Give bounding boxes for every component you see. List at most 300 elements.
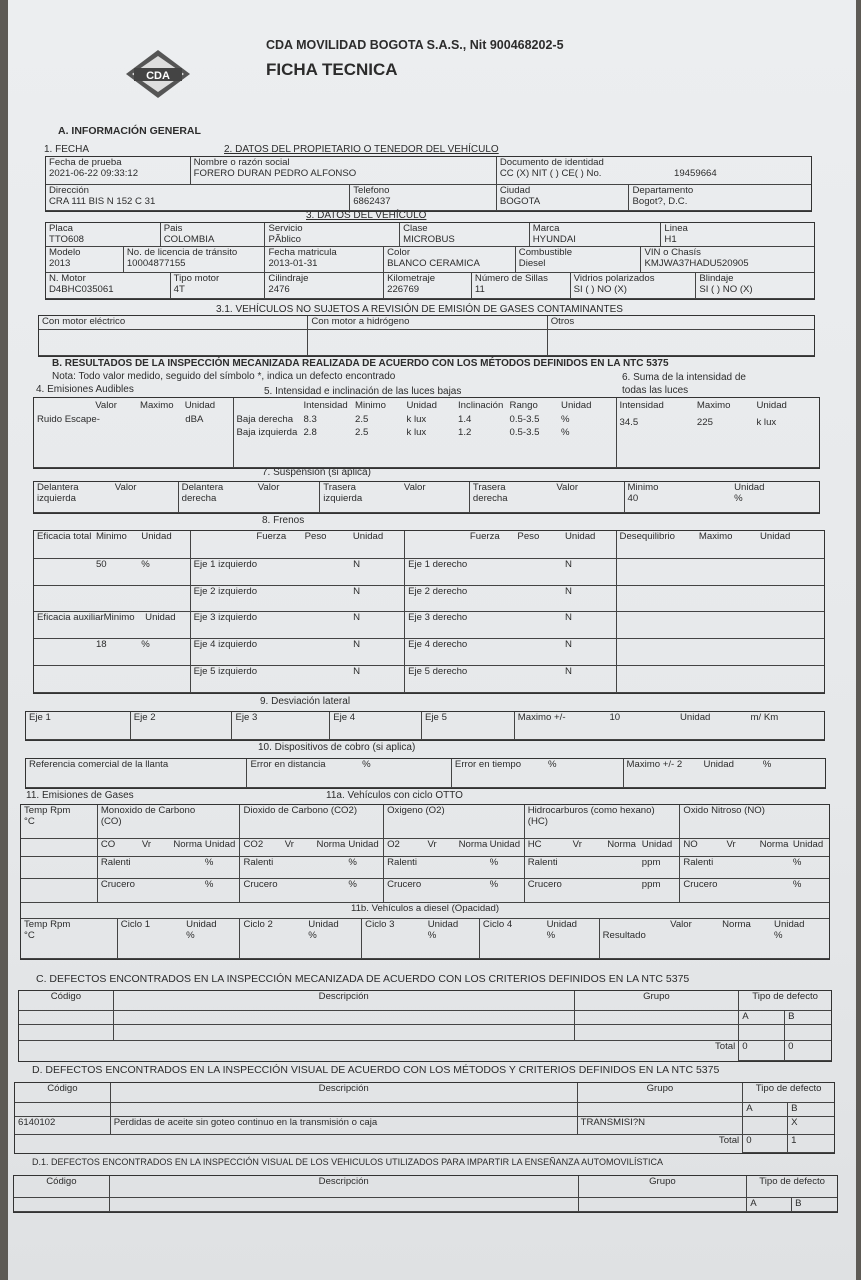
cell-text: 1 [791,1135,797,1146]
table-cell [680,857,829,879]
cell-text: Total [714,1041,736,1052]
cell-text: Temp Rpm °C [24,919,71,941]
table-cell [240,839,384,857]
cell-text: B [788,1011,795,1022]
cell-token: Maximo +/- [517,712,566,723]
cell-text: 0 [746,1135,752,1146]
cell-token [243,931,308,942]
cell-text: Pais COLOMBIA [163,223,215,245]
section-7-label: 7. Suspensión (si aplica) [262,467,371,478]
table-cell [21,903,829,919]
table-cell [240,857,384,879]
cell-token: izquierda [37,492,76,504]
cell-token: NO [683,839,698,850]
table-cell [26,712,131,740]
cell-text: Fecha matricula 2013-01-31 [268,247,337,269]
cell-token: m/ Km [750,712,779,723]
table-cell [480,919,600,959]
table-cell [191,531,405,559]
cell-line [683,880,826,891]
table-cell [578,1117,744,1135]
cell-token: Vr [427,839,437,850]
cell-token: Unidad [184,400,216,411]
table-row [34,398,819,468]
cell-token [285,880,317,891]
table-row [39,316,814,330]
cell-line [182,494,317,505]
table-cell [472,273,571,299]
table-cell [696,273,814,299]
table-cell [191,639,405,666]
table-cell [525,857,681,879]
cell-text: Monoxido de Carbono (CO) [100,805,196,827]
table-row [15,1135,834,1153]
cell-token [285,858,317,869]
table-cell [179,482,321,513]
cell-token [517,560,565,571]
cda-logo [124,48,192,100]
table-cell [452,759,624,788]
cell-token: N [564,612,572,623]
section-c-heading: C. DEFECTOS ENCONTRADOS EN LA INSPECCIÓN MECANIZADA DE ACUERDO CON LOS CRITERIOS DEFINIDOS EN LA NTC 5375 [36,973,690,985]
cell-token: Eje 2 izquierdo [193,586,258,597]
cell-token [517,613,565,624]
table-cell [617,531,824,559]
cell-text: Ciudad BOGOTA [499,185,541,207]
cell-token [305,560,353,571]
cell-token: Maximo [698,531,733,542]
table-cell [788,1103,834,1117]
cell-text: VIN o Chasís KMJWA37HADU520905 [644,247,749,269]
table-cell [579,1198,748,1212]
cell-token [37,560,96,571]
cell-text: Eje 5 [425,712,447,723]
table-cell [34,666,191,693]
cell-text: Modelo 2013 [49,247,81,269]
table-cell [661,223,814,247]
cell-token [305,613,353,624]
cell-line [620,532,821,543]
section-d-heading: D. DEFECTOS ENCONTRADOS EN LA INSPECCIÓN VISUAL DE ACUERDO CON LOS MÉTODOS Y CRITERIOS DEFINIDOS EN LA NTC 5375 [32,1064,720,1076]
cell-token: Valor [114,482,137,493]
cell-text: Placa TTO608 [49,223,85,245]
table-cell [19,1025,114,1041]
cell-token: Maximo [139,400,174,411]
cell-token: Ciclo 1 [120,919,151,930]
table-cell [400,223,530,247]
cell-token: Unidad [703,759,734,770]
cell-text: Oxigeno (O2) [387,805,445,816]
cell-token: Minimo [103,612,135,623]
cell-text: Eje 4 [333,712,356,723]
cell-line [518,713,821,724]
cell-text: Tipo motor 4T [173,273,220,295]
table-cell [131,712,233,740]
table-row [34,612,824,639]
cell-token: Unidad [308,919,339,930]
cell-text: Otros [550,316,575,327]
table-cell [785,1011,831,1025]
cell-token [607,880,642,891]
cell-text: Grupo [646,1083,674,1094]
table-row [21,919,829,959]
cell-token: Baja derecha [236,413,294,425]
cell-token: Peso [517,531,540,542]
table-cell [34,586,191,612]
table-cell [21,839,98,857]
cell-token [459,858,490,869]
table-row [21,857,829,879]
table-cell [405,639,616,666]
cell-token: Unidad [141,531,172,542]
table-cell [21,805,98,839]
cell-token: Norma [607,839,637,850]
table-cell [98,839,241,857]
cell-text: Descripción [318,1083,369,1094]
table-cell [19,1011,114,1025]
cell-token: Norma [759,839,789,850]
cell-token: 2.5 [354,413,369,425]
cell-token [141,415,185,426]
cell-token [37,401,95,412]
cell-token: % [546,929,556,941]
cell-line [408,560,612,571]
document-title: FICHA TECNICA [266,60,398,79]
table-cell [171,273,266,299]
brakes-table [33,530,825,694]
table-cell [34,482,179,513]
cell-token [365,931,428,942]
table-row [46,223,814,247]
gases-table [20,804,830,960]
table-cell [111,1117,578,1135]
cell-token: Unidad [679,712,711,723]
cell-token: 0.5-3.5 [509,427,540,438]
cell-token: N [353,586,361,597]
cell-token [483,931,547,942]
cell-text: Eje 3 [235,712,258,723]
suspension-table [33,481,820,514]
cell-token: Crucero [527,879,562,890]
cell-token: CC (X) NIT ( ) CE( ) No. [499,167,602,179]
cell-line [37,415,230,426]
table-cell [21,857,98,879]
table-row [15,1117,834,1135]
cell-line [628,483,817,494]
lateral-table [25,711,825,741]
table-cell [111,1103,578,1117]
cell-token [121,931,186,942]
table-cell [111,1083,578,1103]
table-cell [515,712,824,740]
table-cell [384,273,472,299]
cell-token [305,587,353,598]
cell-token: Vr [284,839,295,850]
table-cell [240,879,384,903]
cell-token: Resultado [602,929,646,941]
cell-text: Servicio PÃblico [268,223,303,245]
cell-line [37,494,175,505]
cell-token: Unidad [756,400,787,411]
cell-token: Minimo [354,400,386,411]
cell-token: Valor [403,482,426,493]
table-cell [788,1117,834,1135]
table-cell [617,639,824,666]
cell-token: Unidad [406,400,437,411]
cell-token: Valor [556,482,579,493]
cell-token: Ruido Escape [37,413,97,425]
cell-token: Vr [726,839,736,850]
cell-text: Marca HYUNDAI [532,223,576,245]
table-row [39,330,814,356]
cell-line [37,613,187,624]
cell-token: Eje 4 izquierdo [193,639,258,650]
cell-token: % [561,413,570,425]
cell-text: Dioxido de Carbono (CO2) [243,805,358,816]
cell-token: Eje 1 izquierdo [193,559,258,570]
table-cell [617,586,824,612]
table-cell [575,1011,740,1025]
cell-line [101,840,237,851]
cell-token: Crucero [387,879,422,890]
table-cell [161,223,266,247]
cell-text: A [746,1103,753,1114]
table-cell [308,330,547,356]
cell-token [257,560,305,571]
taximeter-table [25,758,826,789]
cell-line [243,931,358,942]
cell-token [760,858,793,869]
table-cell [320,482,470,513]
cell-token [257,667,305,678]
cell-line [194,613,401,624]
cell-token [37,640,96,651]
cell-token: % [204,857,214,868]
section-10-label: 10. Dispositivos de cobro (si aplica) [258,742,416,753]
table-row [15,1083,834,1103]
cell-token: Eje 5 izquierdo [193,666,258,677]
table-cell [525,839,681,857]
cell-token: % [774,929,783,941]
cell-text: No. de licencia de tránsito 10004877155 [126,247,238,269]
cell-token: 1.4 [458,413,472,425]
cell-token: HC [527,839,542,850]
table-cell [34,398,234,468]
table-cell [743,1103,788,1117]
table-cell [405,586,616,612]
table-row [34,559,824,586]
cell-token: Unidad [489,839,521,850]
table-cell [34,612,191,639]
cell-line [473,483,621,494]
cell-line [323,494,466,505]
cell-token: 19459664 [674,167,717,179]
table-cell [624,759,826,788]
cell-token: Valor [670,919,692,930]
cell-token: Delantera [181,482,224,493]
table-cell [110,1176,579,1198]
cell-token: Minimo [627,482,659,493]
cell-token: % [141,639,150,650]
table-cell [384,805,525,839]
cell-token: k lux [406,427,427,438]
table-cell [14,1198,110,1212]
cell-line [37,401,230,412]
cell-text: Oxido Nitroso (NO) [683,805,765,816]
owner-table [45,156,812,212]
table-cell [747,1176,837,1198]
cell-text: B [791,1103,798,1114]
cell-line [603,931,826,942]
cell-token: 34.5 [619,416,639,428]
table-cell [575,991,740,1011]
cell-text: Tipo de defecto [755,1083,822,1094]
section-a-heading: A. INFORMACIÓN GENERAL [58,125,201,137]
table-cell [578,1083,744,1103]
cell-text: Grupo [649,1176,676,1187]
cell-text: Temp Rpm °C [24,805,71,827]
cell-text: Hidrocarburos (como hexano) (HC) [527,805,655,827]
cell-line [387,858,521,869]
table-row [34,666,824,693]
table-cell [739,1041,785,1061]
cell-token [470,587,518,598]
cell-text: Linea H1 [664,223,688,245]
cell-token: N [353,639,361,650]
table-cell [46,157,191,185]
cell-token [257,613,305,624]
cell-text: Cilindraje 2476 [268,273,309,295]
cell-line [455,760,620,771]
cell-token [470,560,518,571]
table-cell [405,559,616,586]
table-cell [422,712,515,740]
table-cell [114,1025,575,1041]
section-6-label: 6. Suma de la intensidad de [622,372,746,383]
cell-token [470,667,518,678]
table-cell [308,316,547,330]
table-cell [98,805,241,839]
table-cell [232,712,330,740]
table-cell [743,1117,788,1135]
table-cell [680,805,829,839]
table-cell [118,919,241,959]
table-cell [525,805,681,839]
section-2-label: 2. DATOS DEL PROPIETARIO O TENEDOR DEL VEHÍCULO [224,144,499,155]
cell-text: Eje 1 [29,712,51,723]
cell-line [243,920,358,931]
cell-token: 10 [609,712,621,723]
cell-line [243,880,380,891]
defects-d1-table [13,1175,838,1213]
cell-token: dBA [185,413,204,425]
cell-token: N [564,586,572,597]
cell-token: 1.2 [458,427,472,438]
cell-line [408,667,612,678]
table-cell [530,223,662,247]
cell-token: 50 [95,559,107,570]
cell-token: Unidad [564,531,596,542]
table-cell [21,879,98,903]
cell-token [470,613,518,624]
cell-token: 2.8 [303,427,317,438]
table-cell [110,1198,579,1212]
cell-token: Norma [722,919,751,930]
cell-text: Total [718,1135,740,1146]
cell-text: 0 [742,1041,748,1052]
cell-line [387,840,521,851]
table-row [21,879,829,903]
table-cell [470,482,625,513]
cell-token: Norma [458,839,488,850]
cell-token [517,640,565,651]
cell-token: Crucero [243,879,278,890]
cell-text: Eje 2 [133,712,156,723]
cell-line [194,532,401,543]
cell-line [243,840,380,851]
cell-token: Unidad [204,839,236,850]
table-row [46,273,814,299]
table-cell [191,559,405,586]
cell-token [317,858,349,869]
table-cell [15,1083,111,1103]
cell-token: 40 [627,492,639,504]
cell-token: Unidad [561,400,592,411]
cell-token: derecha [472,492,508,504]
table-cell [15,1103,111,1117]
table-cell [384,839,525,857]
cell-token: Unidad [734,482,765,493]
table-cell [265,223,400,247]
note: Nota: Todo valor medido, seguido del símbolo *, indica un defecto encontrado [52,371,396,382]
cell-token [428,880,459,891]
cell-token: Eje 2 derecho [408,586,468,597]
cell-line [683,840,826,851]
cell-token [517,587,565,598]
cell-token [603,920,671,931]
cell-token [168,760,243,771]
cell-token [470,640,518,651]
cell-token: Error en tiempo [454,759,522,770]
cell-token: ppm [641,879,661,890]
cell-line [237,415,613,426]
cell-line [483,931,596,942]
cell-token: - [96,413,100,425]
table-cell [114,991,575,1011]
cell-token: 18 [95,639,107,650]
table-row [34,639,824,666]
table-cell [39,330,308,356]
cell-token: CO [100,839,116,850]
cell-token: Norma [173,839,203,850]
table-cell [240,919,362,959]
table-cell [743,1135,788,1153]
cell-text: Tipo de defecto [752,991,818,1002]
cell-token: Ralenti [100,857,131,868]
cell-token: izquierda [323,492,363,504]
cell-token: % [734,492,743,504]
cell-text: Kilometraje 226769 [387,273,436,295]
cell-token: N [564,666,572,677]
cell-line [528,840,677,851]
cell-token: Valor [257,482,280,493]
section-5-label: 5. Intensidad e inclinación de las luces bajas [264,386,462,397]
cell-line [182,483,317,494]
table-cell [14,1176,110,1198]
cell-token: N [353,559,361,570]
table-cell [516,247,642,273]
cell-token: Maximo [696,400,731,411]
